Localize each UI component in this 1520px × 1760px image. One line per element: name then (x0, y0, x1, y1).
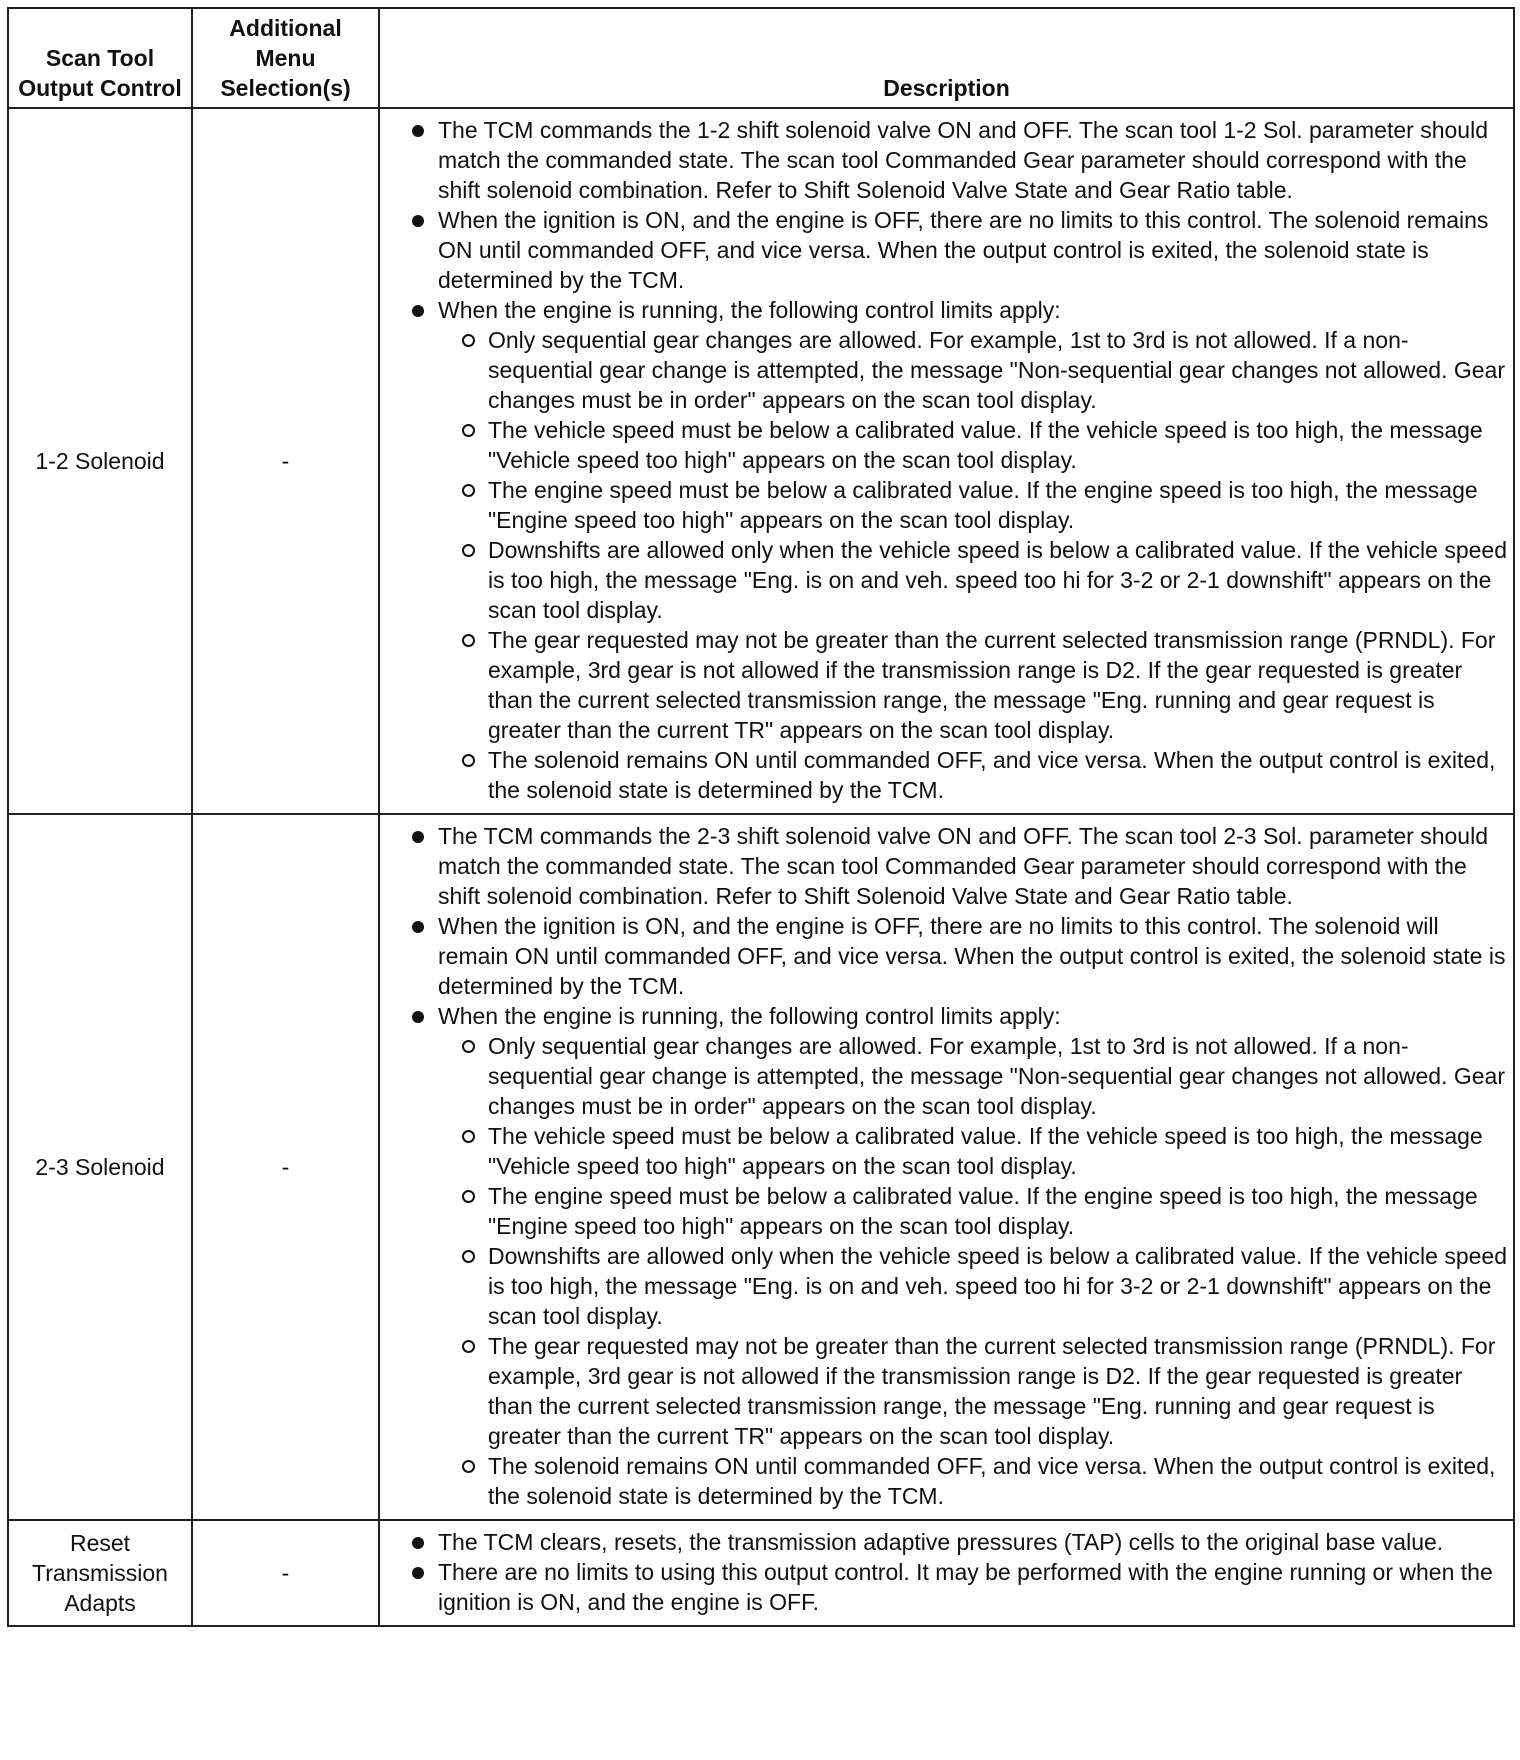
sub-bullet-text: The vehicle speed must be below a calibrated value. If the vehicle speed is too high, the message "Vehicle speed too high" appears on the scan tool display. (488, 417, 1483, 473)
sub-bullet-text: The solenoid remains ON until commanded OFF, and vice versa. When the output control is exited, the solenoid state is determined by the TCM. (488, 1453, 1496, 1509)
sub-bullet-text: The gear requested may not be greater than the current selected transmission range (PRNDL). For example, 3rd gear is not allowed if the transmission range is D2. If the gear requested is greater than the current selected transmission range, the message "Eng. running and gear request is greater than the current TR" appears on the scan tool display. (488, 627, 1496, 743)
bullet-dot-icon (412, 1011, 424, 1023)
control-name: 1-2 Solenoid (8, 108, 192, 814)
table-row (8, 1520, 1514, 1626)
bullet-item (386, 821, 1507, 911)
control-name: Reset Transmission Adapts (8, 1520, 192, 1626)
control-name: 2-3 Solenoid (8, 814, 192, 1520)
sub-bullet-item (438, 1331, 1507, 1451)
bullet-dot-icon (412, 305, 424, 317)
sub-bullet-text: Only sequential gear changes are allowed. For example, 1st to 3rd is not allowed. If a non-sequential gear change is attempted, the message "Non-sequential gear changes not allowed. Gear changes must be in order" appears on the scan tool display. (488, 1033, 1505, 1119)
bullet-text: The TCM commands the 2-3 shift solenoid valve ON and OFF. The scan tool 2-3 Sol. parameter should match the commanded state. The scan tool Commanded Gear parameter should correspond with the shift solenoid combination. Refer to Shift Solenoid Valve State and Gear Ratio table. (438, 823, 1488, 909)
description-cell (379, 108, 1514, 814)
sub-bullet-text: The engine speed must be below a calibrated value. If the engine speed is too high, the message "Engine speed too high" appears on the scan tool display. (488, 1183, 1478, 1239)
hollow-bullet-icon (462, 754, 475, 767)
hollow-bullet-icon (462, 634, 475, 647)
sub-bullet-item (438, 745, 1507, 805)
menu-selection: - (192, 814, 379, 1520)
header-menu: Additional Menu Selection(s) (192, 8, 379, 108)
sub-bullet-item (438, 1121, 1507, 1181)
bullet-text: The TCM commands the 1-2 shift solenoid valve ON and OFF. The scan tool 1-2 Sol. parameter should match the commanded state. The scan tool Commanded Gear parameter should correspond with the shift solenoid combination. Refer to Shift Solenoid Valve State and Gear Ratio table. (438, 117, 1488, 203)
sub-bullet-item (438, 415, 1507, 475)
description-cell (379, 814, 1514, 1520)
hollow-bullet-icon (462, 544, 475, 557)
hollow-bullet-icon (462, 1340, 475, 1353)
bullet-item (386, 1001, 1507, 1511)
header-description: Description (379, 8, 1514, 108)
sub-bullet-item (438, 1451, 1507, 1511)
sub-bullet-text: The gear requested may not be greater than the current selected transmission range (PRNDL). For example, 3rd gear is not allowed if the transmission range is D2. If the gear requested is greater than the current selected transmission range, the message "Eng. running and gear request is greater than the current TR" appears on the scan tool display. (488, 1333, 1496, 1449)
bullet-item (386, 295, 1507, 805)
bullet-text: When the ignition is ON, and the engine is OFF, there are no limits to this control. The solenoid will remain ON until commanded OFF, and vice versa. When the output control is exited, the solenoid state is determined by the TCM. (438, 913, 1506, 999)
bullet-dot-icon (412, 831, 424, 843)
bullet-dot-icon (412, 921, 424, 933)
bullet-item (386, 115, 1507, 205)
sub-bullet-text: Only sequential gear changes are allowed. For example, 1st to 3rd is not allowed. If a non-sequential gear change is attempted, the message "Non-sequential gear changes not allowed. Gear changes must be in order" appears on the scan tool display. (488, 327, 1505, 413)
sub-bullet-item (438, 535, 1507, 625)
bullet-dot-icon (412, 215, 424, 227)
hollow-bullet-icon (462, 1190, 475, 1203)
bullet-text: When the engine is running, the following control limits apply: (438, 1003, 1061, 1029)
sub-bullet-text: The solenoid remains ON until commanded OFF, and vice versa. When the output control is exited, the solenoid state is determined by the TCM. (488, 747, 1496, 803)
sub-bullet-item (438, 1181, 1507, 1241)
hollow-bullet-icon (462, 1130, 475, 1143)
table-row (8, 108, 1514, 814)
header-row (8, 8, 1514, 108)
bullet-item (386, 911, 1507, 1001)
sub-bullet-text: The engine speed must be below a calibrated value. If the engine speed is too high, the message "Engine speed too high" appears on the scan tool display. (488, 477, 1478, 533)
header-control: Scan Tool Output Control (8, 8, 192, 108)
bullet-text: When the ignition is ON, and the engine is OFF, there are no limits to this control. The solenoid remains ON until commanded OFF, and vice versa. When the output control is exited, the solenoid state is determined by the TCM. (438, 207, 1489, 293)
bullet-item (386, 205, 1507, 295)
hollow-bullet-icon (462, 1250, 475, 1263)
hollow-bullet-icon (462, 424, 475, 437)
bullet-dot-icon (412, 125, 424, 137)
output-control-table (7, 7, 1515, 1627)
hollow-bullet-icon (462, 1460, 475, 1473)
sub-bullet-text: Downshifts are allowed only when the vehicle speed is below a calibrated value. If the vehicle speed is too high, the message "Eng. is on and veh. speed too hi for 3-2 or 2-1 downshift" appears on the scan tool display. (488, 1243, 1507, 1329)
hollow-bullet-icon (462, 334, 475, 347)
bullet-text: There are no limits to using this output control. It may be performed with the engine running or when the ignition is ON, and the engine is OFF. (438, 1559, 1493, 1615)
bullet-dot-icon (412, 1537, 424, 1549)
sub-bullet-item (438, 625, 1507, 745)
bullet-item (386, 1527, 1507, 1557)
sub-bullet-item (438, 1241, 1507, 1331)
bullet-text: The TCM clears, resets, the transmission adaptive pressures (TAP) cells to the original base value. (438, 1529, 1444, 1555)
sub-bullet-item (438, 1031, 1507, 1121)
sub-bullet-item (438, 475, 1507, 535)
sub-bullet-text: The vehicle speed must be below a calibrated value. If the vehicle speed is too high, the message "Vehicle speed too high" appears on the scan tool display. (488, 1123, 1483, 1179)
menu-selection: - (192, 108, 379, 814)
bullet-dot-icon (412, 1567, 424, 1579)
bullet-text: When the engine is running, the following control limits apply: (438, 297, 1061, 323)
menu-selection: - (192, 1520, 379, 1626)
bullet-item (386, 1557, 1507, 1617)
hollow-bullet-icon (462, 1040, 475, 1053)
description-cell (379, 1520, 1514, 1626)
sub-bullet-text: Downshifts are allowed only when the vehicle speed is below a calibrated value. If the vehicle speed is too high, the message "Eng. is on and veh. speed too hi for 3-2 or 2-1 downshift" appears on the scan tool display. (488, 537, 1507, 623)
hollow-bullet-icon (462, 484, 475, 497)
table-row (8, 814, 1514, 1520)
sub-bullet-item (438, 325, 1507, 415)
